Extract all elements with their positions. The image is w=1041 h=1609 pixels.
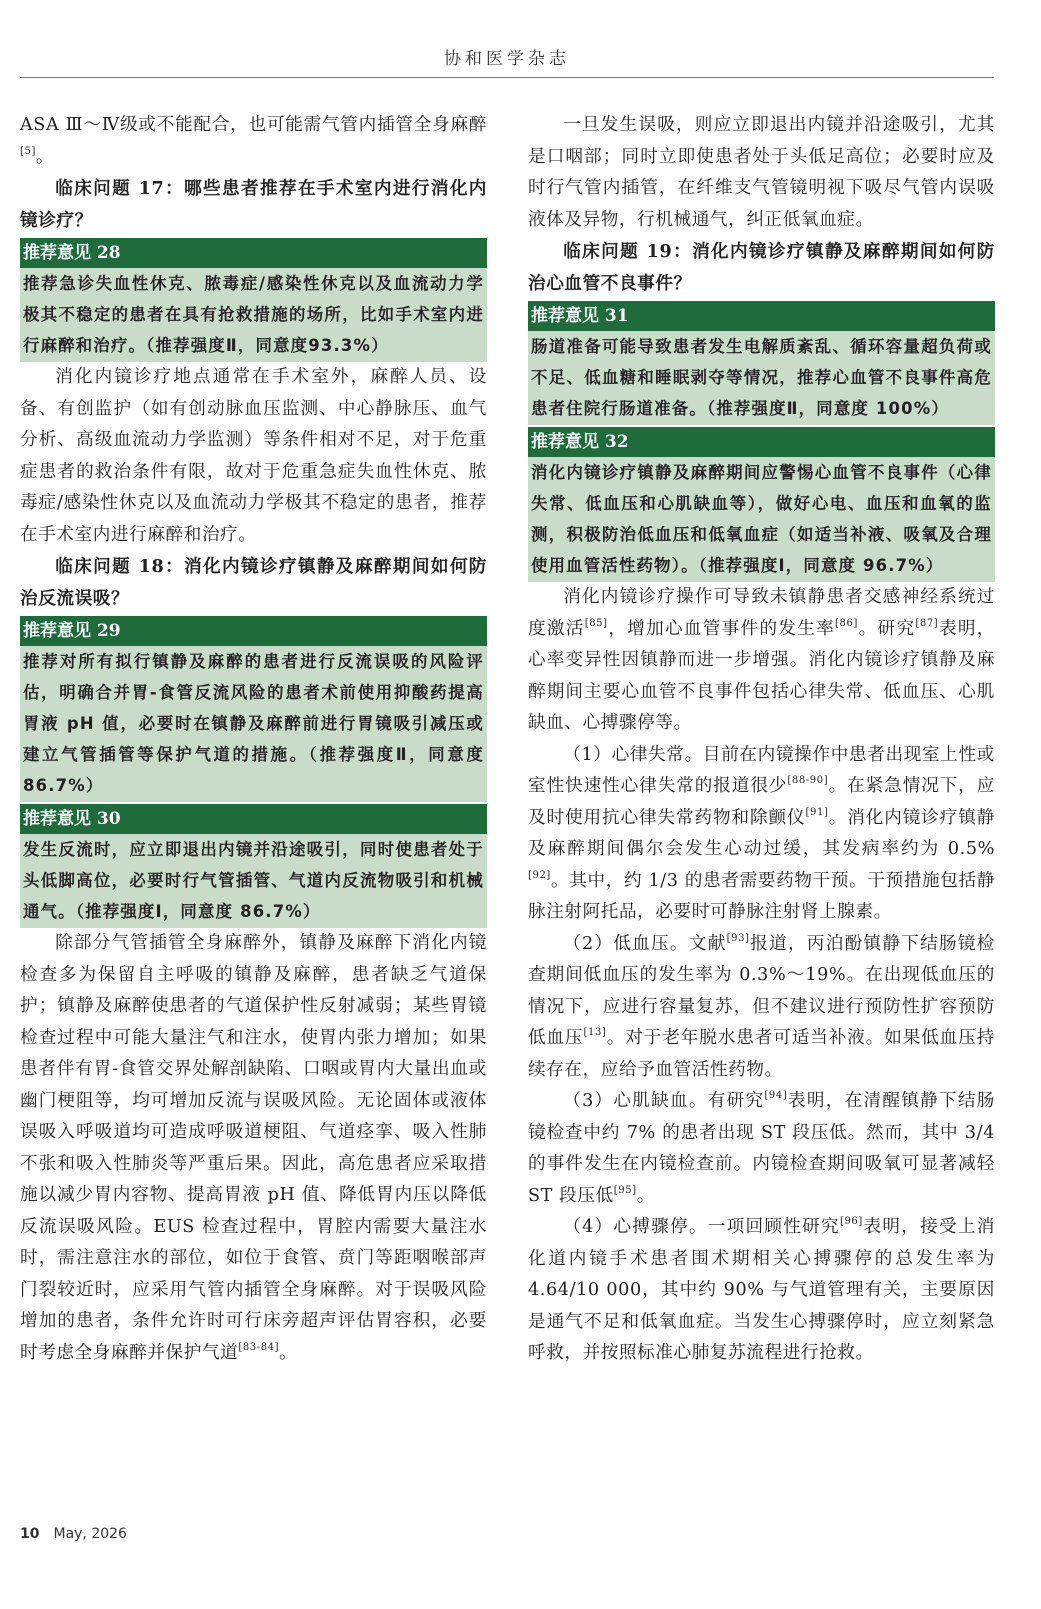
citation: [13] — [583, 1027, 607, 1038]
recommendation-32-heading: 推荐意见 32 — [528, 427, 995, 457]
header-rule — [20, 77, 994, 78]
citation: [94] — [764, 1090, 788, 1101]
citation: [5] — [20, 145, 36, 157]
recommendation-30-heading: 推荐意见 30 — [20, 804, 487, 834]
paragraph: （2）低血压。文献[93]报道，丙泊酚镇静下结肠镜检查期间低血压的发生率为 0.3%～19%。在出现低血压的情况下，应进行容量复苏，但不建议进行预防性扩容预防低血压[13]。对于老年脱水患者可适当补液。如果低血压持续存在，应给予血管活性药物。 — [528, 932, 995, 1080]
citation: [91] — [805, 806, 829, 818]
citation: [83-84] — [238, 1341, 280, 1353]
recommendation-31-heading: 推荐意见 31 — [528, 301, 995, 331]
paragraph: 消化内镜诊疗操作可导致未镇静患者交感神经系统过度激活[85]，增加心血管事件的发生率[86]。研究[87]表明，心率变异性因镇静而进一步增强。消化内镜诊疗镇静及麻醉期间主要心血管不良事件包括心律失常、低血压、心肌缺血、心搏骤停等。 — [528, 587, 995, 733]
citation: [93] — [726, 932, 750, 944]
recommendation-32-text: 消化内镜诊疗镇静及麻醉期间应警惕心血管不良事件（心律失常、低血压和心肌缺血等），做好心电、血压和血氧的监测，积极防治低血压和低氧血症（如适当补液、吸氧及合理使用血管活性药物）。（推荐强度Ⅰ，同意度 96.7%） — [528, 457, 995, 582]
paragraph: 一旦发生误吸，则应立即退出内镜并沿途吸引，尤其是口咽部；同时立即使患者处于头低足高位；必要时应及时行气管内插管，在纤维支气管镜明视下吸尽气管内误吸液体及异物，行机械通气，纠正低氧血症。 — [528, 115, 995, 230]
citation: [96] — [839, 1216, 863, 1227]
recommendation-31-text: 肠道准备可能导致患者发生电解质紊乱、循环容量超负荷或不足、低血糖和睡眠剥夺等情况，推荐心血管不良事件高危患者住院行肠道准备。（推荐强度Ⅱ，同意度 100%） — [528, 331, 995, 425]
clinical-question-17: 临床问题 17：哪些患者推荐在手术室内进行消化内镜诊疗？ — [20, 178, 487, 231]
page-number: 10 — [20, 1526, 40, 1542]
page-footer — [20, 1526, 127, 1542]
clinical-question-19: 临床问题 19：消化内镜诊疗镇静及麻醉期间如何防治心血管不良事件？ — [528, 241, 995, 294]
paragraph: （3）心肌缺血。有研究[94]表明，在清醒镇静下结肠镜检查中约 7% 的患者出现 ST 段压低。然而，其中 3/4 的事件发生在内镜检查前。内镜检查期间吸氧可显著减轻 ST 段压低[95]。 — [528, 1090, 995, 1206]
citation: [95] — [613, 1184, 637, 1196]
recommendation-28-heading: 推荐意见 28 — [20, 238, 487, 268]
paragraph: 除部分气管插管全身麻醉外，镇静及麻醉下消化内镜检查多为保留自主呼吸的镇静及麻醉，患者缺乏气道保护；镇静及麻醉使患者的气道保护性反射减弱；某些胃镜检查过程中可能大量注气和注水，使胃内张力增加；如果患者伴有胃-食管交界处解剖缺陷、口咽或胃内大量出血或幽门梗阻等，均可增加反流与误吸风险。无论固体或液体误吸入呼吸道均可造成呼吸道梗阻、气道痉挛、吸入性肺不张和吸入性肺炎等严重后果。因此，高危患者应采取措施以减少胃内容物、提高胃液 pH 值、降低胃内压以降低反流误吸风险。EUS 检查过程中，胃腔内需要大量注水时，需注意注水的部位，如位于食管、贲门等距咽喉部声门裂较近时，应采用气管内插管全身麻醉。对于误吸风险增加的患者，条件允许时可行床旁超声评估胃容积，必要时考虑全身麻醉并保护气道[83-84]。 — [20, 933, 487, 1363]
recommendation-29-text: 推荐对所有拟行镇静及麻醉的患者进行反流误吸的风险评估，明确合并胃-食管反流风险的患者术前使用抑酸药提高胃液 pH 值，必要时在镇静及麻醉前进行胃镜吸引减压或建立气管插管等保护气道的措施。（推荐强度Ⅱ，同意度 86.7%） — [20, 646, 487, 802]
citation: [92] — [528, 869, 551, 881]
recommendation-30-text: 发生反流时，应立即退出内镜并沿途吸引，同时使患者处于头低脚高位，必要时行气管插管、气道内反流物吸引和机械通气。（推荐强度Ⅰ，同意度 86.7%） — [20, 834, 487, 928]
recommendation-29-heading: 推荐意见 29 — [20, 616, 487, 646]
recommendation-28-text: 推荐急诊失血性休克、脓毒症/感染性休克以及血流动力学极其不稳定的患者在具有抢救措施的场所，比如手术室内进行麻醉和治疗。（推荐强度Ⅱ，同意度93.3%） — [20, 268, 487, 362]
left-column — [20, 110, 487, 1369]
paragraph: （4）心搏骤停。一项回顾性研究[96]表明，接受上消化道内镜手术患者围术期相关心搏骤停的总发生率为 4.64/10 000，其中约 90% 与气道管理有关，主要原因是通气不足和低氧血症。当发生心搏骤停时，应立刻紧急呼救，并按照标准心肺复苏流程进行抢救。 — [528, 1216, 996, 1363]
right-column — [528, 110, 995, 1370]
clinical-question-18: 临床问题 18：消化内镜诊疗镇静及麻醉期间如何防治反流误吸？ — [20, 556, 487, 609]
citation: [86] — [835, 617, 858, 629]
issue-date: May, 2026 — [53, 1526, 127, 1542]
paragraph: （1）心律失常。目前在内镜操作中患者出现室上性或室性快速性心律失常的报道很少[88-90]。在紧急情况下，应及时使用抗心律失常药物和除颤仪[91]。消化内镜诊疗镇静及麻醉期间偶尔会发生心动过缓，其发病率约为 0.5%[92]。其中，约 1/3 的患者需要药物干预。干预措施包括静脉注射阿托品，必要时可静脉注射肾上腺素。 — [528, 744, 996, 922]
paragraph: 消化内镜诊疗地点通常在手术室外，麻醉人员、设备、有创监护（如有创动脉血压监测、中心静脉压、血气分析、高级血流动力学监测）等条件相对不足，对于危重症患者的救治条件有限，故对于危重急症失血性休克、脓毒症/感染性休克以及血流动力学极其不稳定的患者，推荐在手术室内进行麻醉和治疗。 — [20, 367, 487, 545]
paragraph: ASA Ⅲ～Ⅳ级或不能配合，也可能需气管内插管全身麻醉[5]。 — [20, 115, 487, 167]
citation: [88-90] — [787, 775, 829, 786]
citation: [85] — [584, 617, 608, 629]
journal-header: 协和医学杂志 — [444, 49, 570, 69]
citation: [87] — [915, 617, 939, 629]
